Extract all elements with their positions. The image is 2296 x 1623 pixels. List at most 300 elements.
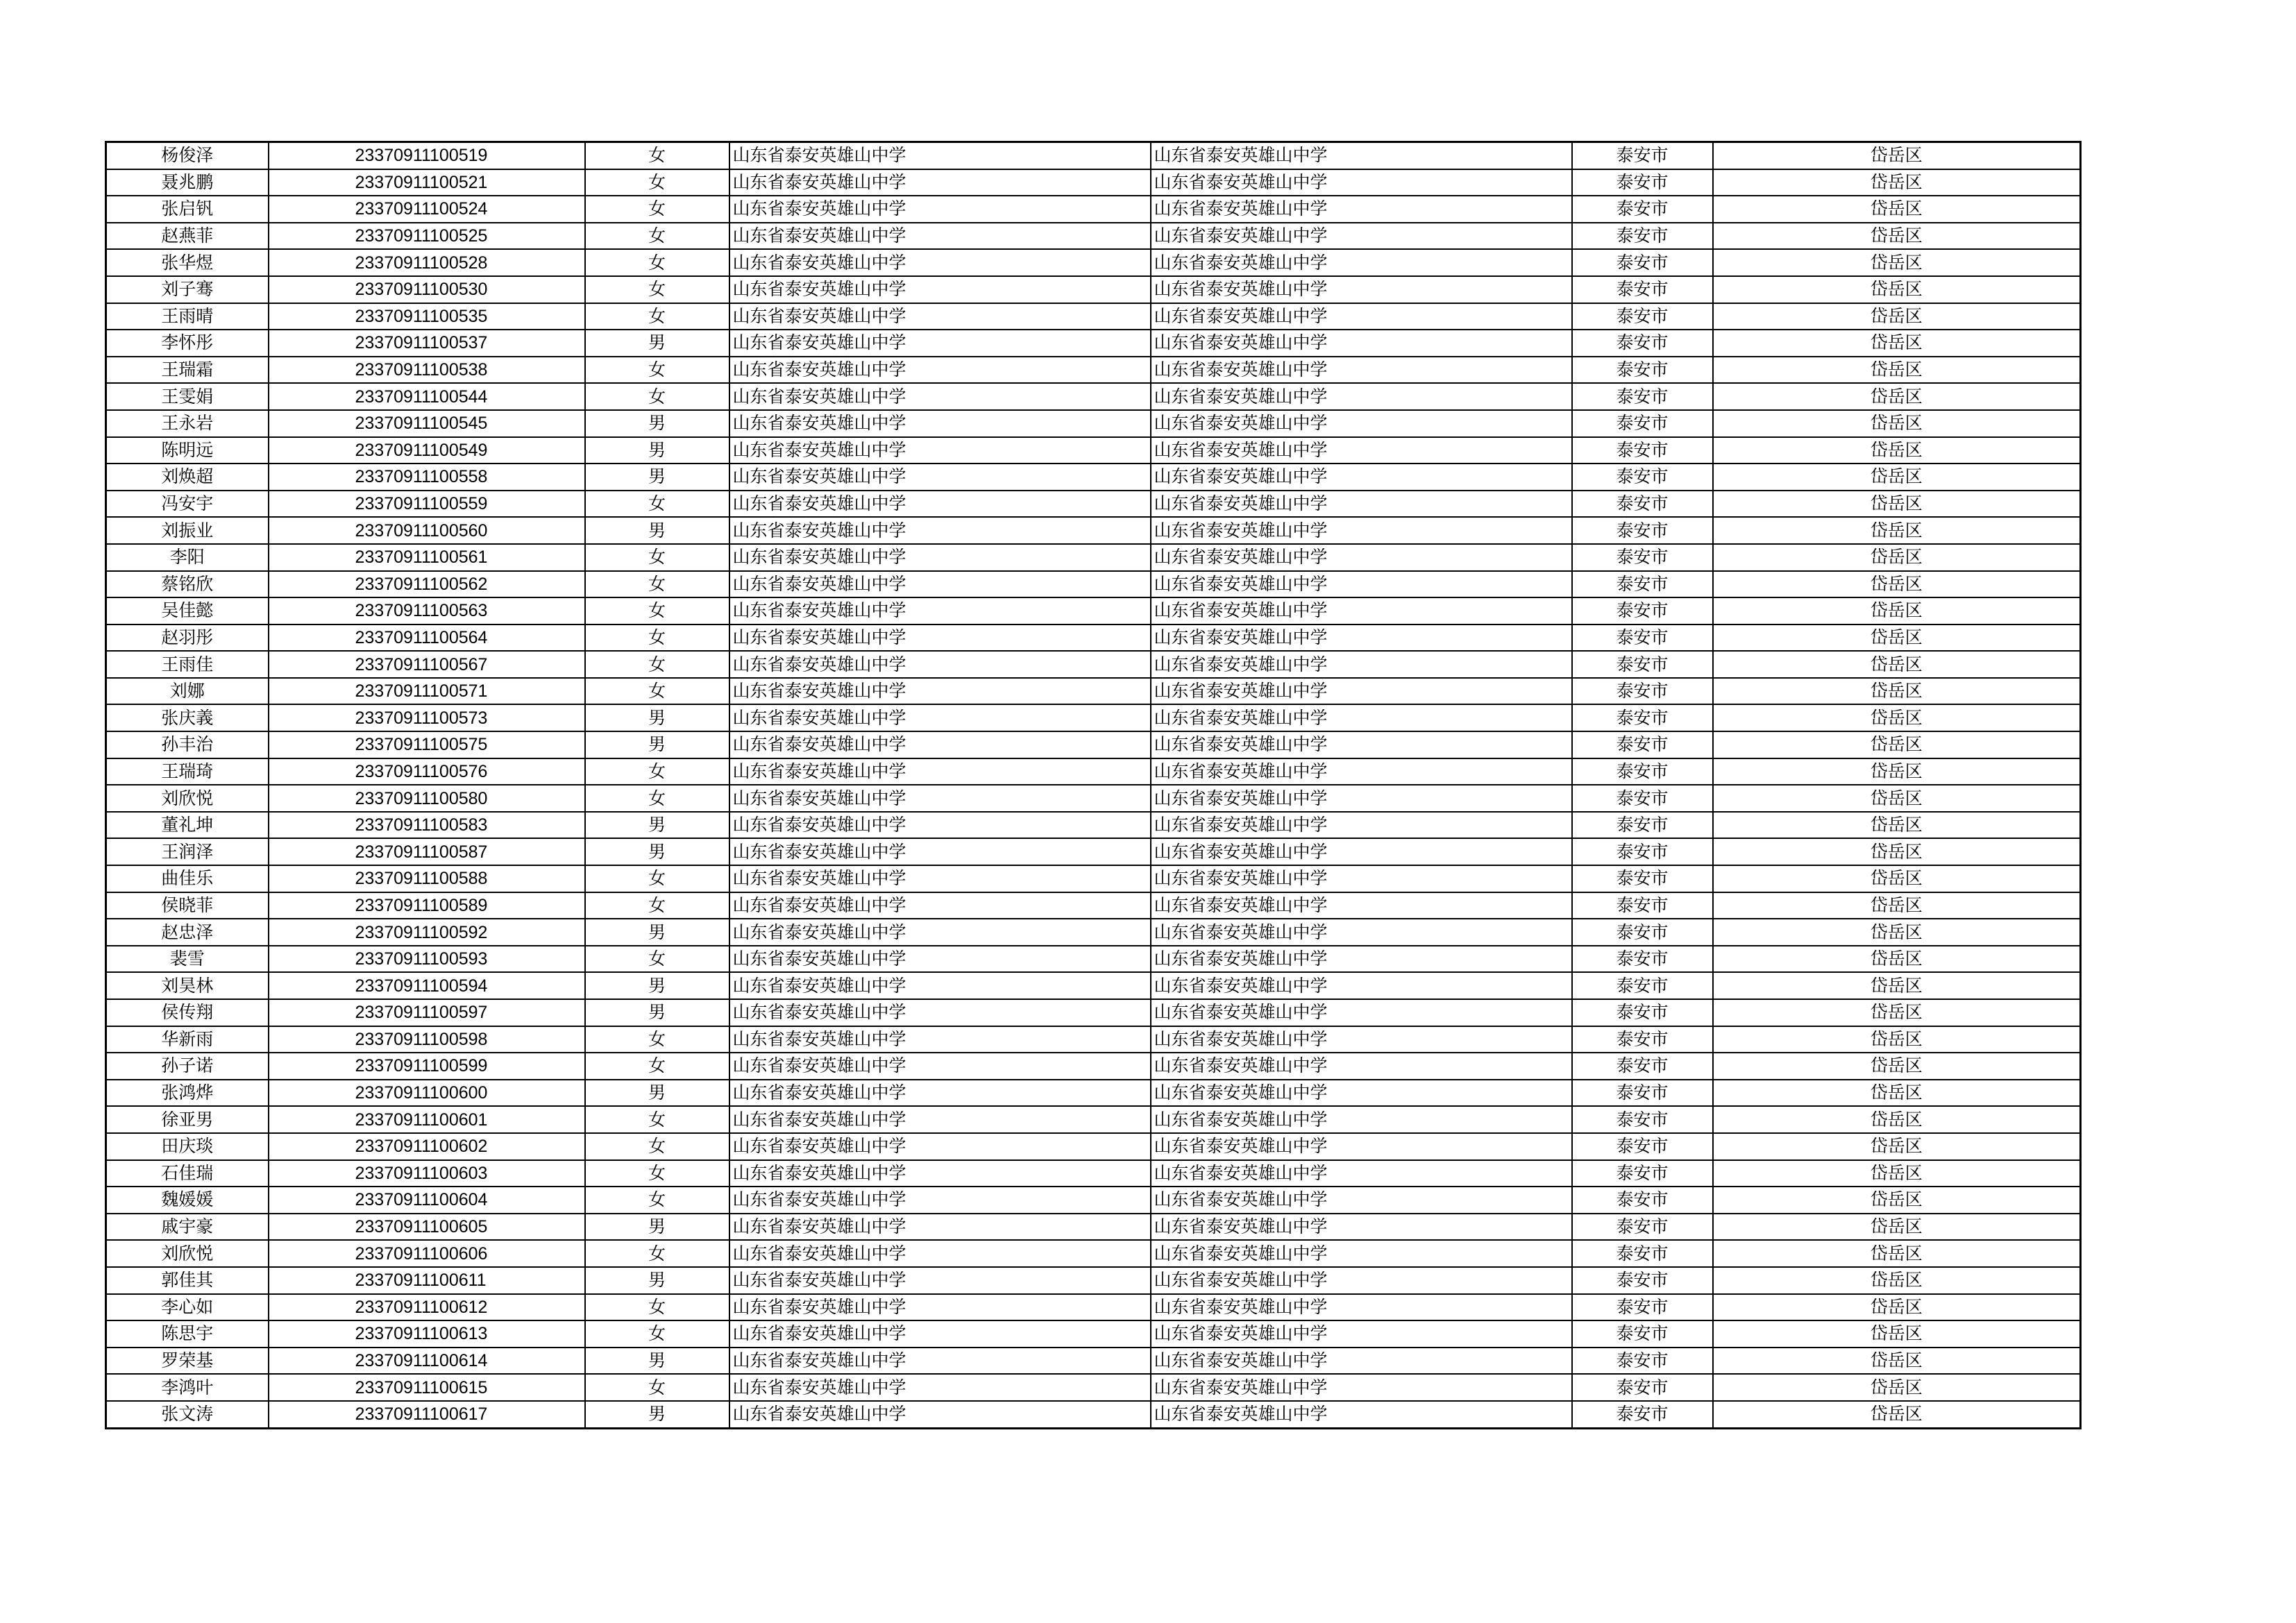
school-cell-2: 山东省泰安英雄山中学 (1151, 999, 1572, 1026)
exam-number-cell: 23370911100599 (269, 1053, 585, 1080)
school-cell-2: 山东省泰安英雄山中学 (1151, 1374, 1572, 1401)
gender-cell: 男 (585, 1267, 729, 1294)
district-cell: 岱岳区 (1713, 1374, 2081, 1401)
gender-cell: 女 (585, 597, 729, 624)
exam-number-cell: 23370911100589 (269, 892, 585, 919)
city-cell: 泰安市 (1572, 838, 1713, 865)
gender-cell: 女 (585, 196, 729, 223)
exam-number-cell: 23370911100597 (269, 999, 585, 1026)
exam-number-cell: 23370911100588 (269, 865, 585, 892)
table-row (106, 865, 2081, 892)
student-name-cell: 戚宇豪 (106, 1214, 269, 1241)
student-name-cell: 李心如 (106, 1294, 269, 1321)
city-cell: 泰安市 (1572, 919, 1713, 946)
exam-number-cell: 23370911100559 (269, 491, 585, 518)
school-cell: 山东省泰安英雄山中学 (729, 1374, 1151, 1401)
district-cell: 岱岳区 (1713, 517, 2081, 544)
district-cell: 岱岳区 (1713, 142, 2081, 169)
school-cell: 山东省泰安英雄山中学 (729, 1133, 1151, 1160)
school-cell: 山东省泰安英雄山中学 (729, 999, 1151, 1026)
school-cell: 山东省泰安英雄山中学 (729, 865, 1151, 892)
school-cell: 山东省泰安英雄山中学 (729, 972, 1151, 999)
exam-number-cell: 23370911100571 (269, 678, 585, 705)
gender-cell: 女 (585, 785, 729, 812)
exam-number-cell: 23370911100604 (269, 1187, 585, 1214)
district-cell: 岱岳区 (1713, 571, 2081, 598)
district-cell: 岱岳区 (1713, 785, 2081, 812)
school-cell-2: 山东省泰安英雄山中学 (1151, 1294, 1572, 1321)
student-name-cell: 杨俊泽 (106, 142, 269, 169)
student-name-cell: 陈思宇 (106, 1320, 269, 1348)
gender-cell: 女 (585, 678, 729, 705)
gender-cell: 男 (585, 1401, 729, 1428)
table-row (106, 491, 2081, 518)
exam-number-cell: 23370911100537 (269, 330, 585, 357)
student-name-cell: 王雨佳 (106, 651, 269, 678)
city-cell: 泰安市 (1572, 276, 1713, 303)
school-cell-2: 山东省泰安英雄山中学 (1151, 1080, 1572, 1107)
district-cell: 岱岳区 (1713, 919, 2081, 946)
city-cell: 泰安市 (1572, 651, 1713, 678)
school-cell: 山东省泰安英雄山中学 (729, 1348, 1151, 1375)
student-name-cell: 张华煜 (106, 249, 269, 276)
gender-cell: 女 (585, 1160, 729, 1187)
school-cell-2: 山东省泰安英雄山中学 (1151, 1133, 1572, 1160)
school-cell: 山东省泰安英雄山中学 (729, 892, 1151, 919)
student-name-cell: 刘振业 (106, 517, 269, 544)
district-cell: 岱岳区 (1713, 437, 2081, 464)
district-cell: 岱岳区 (1713, 1160, 2081, 1187)
district-cell: 岱岳区 (1713, 1240, 2081, 1267)
gender-cell: 女 (585, 544, 729, 571)
school-cell-2: 山东省泰安英雄山中学 (1151, 1267, 1572, 1294)
table-row (106, 1026, 2081, 1053)
gender-cell: 男 (585, 1214, 729, 1241)
district-cell: 岱岳区 (1713, 597, 2081, 624)
school-cell-2: 山东省泰安英雄山中学 (1151, 383, 1572, 410)
student-name-cell: 曲佳乐 (106, 865, 269, 892)
student-name-cell: 刘欣悦 (106, 1240, 269, 1267)
gender-cell: 女 (585, 276, 729, 303)
school-cell-2: 山东省泰安英雄山中学 (1151, 1401, 1572, 1428)
exam-number-cell: 23370911100544 (269, 383, 585, 410)
gender-cell: 男 (585, 437, 729, 464)
gender-cell: 女 (585, 1240, 729, 1267)
city-cell: 泰安市 (1572, 1026, 1713, 1053)
exam-number-cell: 23370911100549 (269, 437, 585, 464)
gender-cell: 女 (585, 571, 729, 598)
student-name-cell: 王润泽 (106, 838, 269, 865)
gender-cell: 男 (585, 972, 729, 999)
city-cell: 泰安市 (1572, 1374, 1713, 1401)
table-row (106, 276, 2081, 303)
district-cell: 岱岳区 (1713, 491, 2081, 518)
district-cell: 岱岳区 (1713, 330, 2081, 357)
student-name-cell: 张庆義 (106, 704, 269, 731)
school-cell: 山东省泰安英雄山中学 (729, 651, 1151, 678)
gender-cell: 女 (585, 383, 729, 410)
city-cell: 泰安市 (1572, 999, 1713, 1026)
gender-cell: 女 (585, 1294, 729, 1321)
school-cell: 山东省泰安英雄山中学 (729, 838, 1151, 865)
school-cell: 山东省泰安英雄山中学 (729, 1160, 1151, 1187)
school-cell-2: 山东省泰安英雄山中学 (1151, 1160, 1572, 1187)
student-name-cell: 刘娜 (106, 678, 269, 705)
exam-number-cell: 23370911100530 (269, 276, 585, 303)
district-cell: 岱岳区 (1713, 731, 2081, 758)
district-cell: 岱岳区 (1713, 1053, 2081, 1080)
table-row (106, 678, 2081, 705)
table-row (106, 1160, 2081, 1187)
school-cell-2: 山东省泰安英雄山中学 (1151, 1026, 1572, 1053)
exam-number-cell: 23370911100605 (269, 1214, 585, 1241)
student-name-cell: 王瑞琦 (106, 758, 269, 785)
district-cell: 岱岳区 (1713, 1106, 2081, 1133)
district-cell: 岱岳区 (1713, 383, 2081, 410)
school-cell-2: 山东省泰安英雄山中学 (1151, 1053, 1572, 1080)
exam-number-cell: 23370911100611 (269, 1267, 585, 1294)
exam-number-cell: 23370911100535 (269, 303, 585, 330)
school-cell: 山东省泰安英雄山中学 (729, 624, 1151, 652)
exam-number-cell: 23370911100594 (269, 972, 585, 999)
table-row (106, 704, 2081, 731)
gender-cell: 男 (585, 517, 729, 544)
school-cell-2: 山东省泰安英雄山中学 (1151, 571, 1572, 598)
exam-number-cell: 23370911100563 (269, 597, 585, 624)
school-cell-2: 山东省泰安英雄山中学 (1151, 464, 1572, 491)
city-cell: 泰安市 (1572, 1294, 1713, 1321)
table-row (106, 357, 2081, 384)
exam-number-cell: 23370911100606 (269, 1240, 585, 1267)
exam-number-cell: 23370911100601 (269, 1106, 585, 1133)
school-cell: 山东省泰安英雄山中学 (729, 731, 1151, 758)
exam-number-cell: 23370911100614 (269, 1348, 585, 1375)
exam-number-cell: 23370911100593 (269, 946, 585, 973)
school-cell: 山东省泰安英雄山中学 (729, 464, 1151, 491)
exam-number-cell: 23370911100558 (269, 464, 585, 491)
school-cell-2: 山东省泰安英雄山中学 (1151, 678, 1572, 705)
city-cell: 泰安市 (1572, 731, 1713, 758)
gender-cell: 女 (585, 758, 729, 785)
exam-number-cell: 23370911100615 (269, 1374, 585, 1401)
roster-body (106, 142, 2081, 1429)
exam-number-cell: 23370911100564 (269, 624, 585, 652)
gender-cell: 女 (585, 142, 729, 169)
school-cell: 山东省泰安英雄山中学 (729, 678, 1151, 705)
city-cell: 泰安市 (1572, 1160, 1713, 1187)
student-name-cell: 赵燕菲 (106, 223, 269, 250)
district-cell: 岱岳区 (1713, 169, 2081, 196)
school-cell-2: 山东省泰安英雄山中学 (1151, 1187, 1572, 1214)
exam-number-cell: 23370911100567 (269, 651, 585, 678)
district-cell: 岱岳区 (1713, 464, 2081, 491)
student-name-cell: 陈明远 (106, 437, 269, 464)
table-row (106, 758, 2081, 785)
city-cell: 泰安市 (1572, 865, 1713, 892)
school-cell-2: 山东省泰安英雄山中学 (1151, 437, 1572, 464)
table-row (106, 1374, 2081, 1401)
school-cell-2: 山东省泰安英雄山中学 (1151, 1348, 1572, 1375)
school-cell: 山东省泰安英雄山中学 (729, 303, 1151, 330)
school-cell-2: 山东省泰安英雄山中学 (1151, 1106, 1572, 1133)
gender-cell: 女 (585, 892, 729, 919)
table-row (106, 169, 2081, 196)
district-cell: 岱岳区 (1713, 999, 2081, 1026)
school-cell: 山东省泰安英雄山中学 (729, 1053, 1151, 1080)
student-name-cell: 罗荣基 (106, 1348, 269, 1375)
table-row (106, 303, 2081, 330)
table-row (106, 330, 2081, 357)
gender-cell: 男 (585, 731, 729, 758)
table-row (106, 249, 2081, 276)
district-cell: 岱岳区 (1713, 704, 2081, 731)
school-cell-2: 山东省泰安英雄山中学 (1151, 249, 1572, 276)
district-cell: 岱岳区 (1713, 357, 2081, 384)
school-cell: 山东省泰安英雄山中学 (729, 1401, 1151, 1428)
school-cell-2: 山东省泰安英雄山中学 (1151, 865, 1572, 892)
student-name-cell: 冯安宇 (106, 491, 269, 518)
school-cell-2: 山东省泰安英雄山中学 (1151, 330, 1572, 357)
district-cell: 岱岳区 (1713, 865, 2081, 892)
student-name-cell: 刘焕超 (106, 464, 269, 491)
school-cell: 山东省泰安英雄山中学 (729, 1294, 1151, 1321)
city-cell: 泰安市 (1572, 571, 1713, 598)
student-name-cell: 李鸿叶 (106, 1374, 269, 1401)
school-cell: 山东省泰安英雄山中学 (729, 1187, 1151, 1214)
district-cell: 岱岳区 (1713, 1267, 2081, 1294)
school-cell-2: 山东省泰安英雄山中学 (1151, 946, 1572, 973)
school-cell-2: 山东省泰安英雄山中学 (1151, 624, 1572, 652)
district-cell: 岱岳区 (1713, 276, 2081, 303)
school-cell: 山东省泰安英雄山中学 (729, 1026, 1151, 1053)
city-cell: 泰安市 (1572, 303, 1713, 330)
gender-cell: 女 (585, 357, 729, 384)
city-cell: 泰安市 (1572, 223, 1713, 250)
school-cell: 山东省泰安英雄山中学 (729, 785, 1151, 812)
student-name-cell: 石佳瑞 (106, 1160, 269, 1187)
school-cell-2: 山东省泰安英雄山中学 (1151, 196, 1572, 223)
city-cell: 泰安市 (1572, 437, 1713, 464)
student-name-cell: 李怀彤 (106, 330, 269, 357)
gender-cell: 男 (585, 330, 729, 357)
table-row (106, 812, 2081, 839)
school-cell-2: 山东省泰安英雄山中学 (1151, 223, 1572, 250)
student-name-cell: 华新雨 (106, 1026, 269, 1053)
city-cell: 泰安市 (1572, 410, 1713, 437)
city-cell: 泰安市 (1572, 517, 1713, 544)
district-cell: 岱岳区 (1713, 972, 2081, 999)
school-cell: 山东省泰安英雄山中学 (729, 704, 1151, 731)
city-cell: 泰安市 (1572, 758, 1713, 785)
table-row (106, 1053, 2081, 1080)
district-cell: 岱岳区 (1713, 249, 2081, 276)
gender-cell: 女 (585, 1026, 729, 1053)
school-cell: 山东省泰安英雄山中学 (729, 330, 1151, 357)
table-row (106, 464, 2081, 491)
school-cell: 山东省泰安英雄山中学 (729, 223, 1151, 250)
district-cell: 岱岳区 (1713, 1320, 2081, 1348)
exam-number-cell: 23370911100592 (269, 919, 585, 946)
student-name-cell: 王瑞霜 (106, 357, 269, 384)
student-name-cell: 田庆琰 (106, 1133, 269, 1160)
school-cell-2: 山东省泰安英雄山中学 (1151, 597, 1572, 624)
school-cell-2: 山东省泰安英雄山中学 (1151, 410, 1572, 437)
city-cell: 泰安市 (1572, 249, 1713, 276)
city-cell: 泰安市 (1572, 785, 1713, 812)
exam-number-cell: 23370911100575 (269, 731, 585, 758)
school-cell-2: 山东省泰安英雄山中学 (1151, 812, 1572, 839)
district-cell: 岱岳区 (1713, 1348, 2081, 1375)
gender-cell: 男 (585, 1080, 729, 1107)
table-row (106, 223, 2081, 250)
exam-number-cell: 23370911100583 (269, 812, 585, 839)
district-cell: 岱岳区 (1713, 892, 2081, 919)
gender-cell: 女 (585, 223, 729, 250)
school-cell: 山东省泰安英雄山中学 (729, 1080, 1151, 1107)
table-row (106, 919, 2081, 946)
city-cell: 泰安市 (1572, 142, 1713, 169)
school-cell: 山东省泰安英雄山中学 (729, 357, 1151, 384)
city-cell: 泰安市 (1572, 1187, 1713, 1214)
school-cell: 山东省泰安英雄山中学 (729, 1106, 1151, 1133)
district-cell: 岱岳区 (1713, 624, 2081, 652)
gender-cell: 女 (585, 651, 729, 678)
student-name-cell: 侯晓菲 (106, 892, 269, 919)
city-cell: 泰安市 (1572, 1080, 1713, 1107)
exam-number-cell: 23370911100528 (269, 249, 585, 276)
school-cell-2: 山东省泰安英雄山中学 (1151, 303, 1572, 330)
gender-cell: 女 (585, 1053, 729, 1080)
exam-number-cell: 23370911100573 (269, 704, 585, 731)
school-cell: 山东省泰安英雄山中学 (729, 1267, 1151, 1294)
school-cell: 山东省泰安英雄山中学 (729, 491, 1151, 518)
city-cell: 泰安市 (1572, 972, 1713, 999)
table-row (106, 1348, 2081, 1375)
student-name-cell: 徐亚男 (106, 1106, 269, 1133)
district-cell: 岱岳区 (1713, 1294, 2081, 1321)
table-row (106, 651, 2081, 678)
school-cell-2: 山东省泰安英雄山中学 (1151, 544, 1572, 571)
gender-cell: 男 (585, 838, 729, 865)
gender-cell: 女 (585, 1374, 729, 1401)
gender-cell: 女 (585, 946, 729, 973)
school-cell-2: 山东省泰安英雄山中学 (1151, 1320, 1572, 1348)
exam-number-cell: 23370911100602 (269, 1133, 585, 1160)
table-row (106, 1320, 2081, 1348)
school-cell: 山东省泰安英雄山中学 (729, 544, 1151, 571)
school-cell-2: 山东省泰安英雄山中学 (1151, 1240, 1572, 1267)
district-cell: 岱岳区 (1713, 758, 2081, 785)
exam-number-cell: 23370911100617 (269, 1401, 585, 1428)
school-cell: 山东省泰安英雄山中学 (729, 196, 1151, 223)
student-name-cell: 魏媛媛 (106, 1187, 269, 1214)
table-row (106, 946, 2081, 973)
exam-number-cell: 23370911100524 (269, 196, 585, 223)
city-cell: 泰安市 (1572, 357, 1713, 384)
school-cell-2: 山东省泰安英雄山中学 (1151, 838, 1572, 865)
district-cell: 岱岳区 (1713, 303, 2081, 330)
city-cell: 泰安市 (1572, 169, 1713, 196)
city-cell: 泰安市 (1572, 196, 1713, 223)
table-row (106, 517, 2081, 544)
school-cell: 山东省泰安英雄山中学 (729, 597, 1151, 624)
school-cell: 山东省泰安英雄山中学 (729, 142, 1151, 169)
school-cell: 山东省泰安英雄山中学 (729, 1240, 1151, 1267)
school-cell-2: 山东省泰安英雄山中学 (1151, 972, 1572, 999)
city-cell: 泰安市 (1572, 464, 1713, 491)
gender-cell: 女 (585, 624, 729, 652)
gender-cell: 女 (585, 865, 729, 892)
city-cell: 泰安市 (1572, 1133, 1713, 1160)
exam-number-cell: 23370911100613 (269, 1320, 585, 1348)
table-row (106, 624, 2081, 652)
school-cell: 山东省泰安英雄山中学 (729, 1214, 1151, 1241)
gender-cell: 女 (585, 491, 729, 518)
school-cell-2: 山东省泰安英雄山中学 (1151, 142, 1572, 169)
student-name-cell: 王雨晴 (106, 303, 269, 330)
exam-number-cell: 23370911100612 (269, 1294, 585, 1321)
exam-number-cell: 23370911100576 (269, 758, 585, 785)
gender-cell: 女 (585, 169, 729, 196)
student-name-cell: 李阳 (106, 544, 269, 571)
city-cell: 泰安市 (1572, 1267, 1713, 1294)
school-cell-2: 山东省泰安英雄山中学 (1151, 919, 1572, 946)
student-name-cell: 张文涛 (106, 1401, 269, 1428)
table-row (106, 571, 2081, 598)
city-cell: 泰安市 (1572, 1320, 1713, 1348)
district-cell: 岱岳区 (1713, 1214, 2081, 1241)
city-cell: 泰安市 (1572, 1240, 1713, 1267)
table-row (106, 1106, 2081, 1133)
exam-number-cell: 23370911100603 (269, 1160, 585, 1187)
exam-number-cell: 23370911100598 (269, 1026, 585, 1053)
student-roster-table (105, 141, 2082, 1429)
table-row (106, 838, 2081, 865)
student-name-cell: 刘子骞 (106, 276, 269, 303)
exam-number-cell: 23370911100561 (269, 544, 585, 571)
city-cell: 泰安市 (1572, 1053, 1713, 1080)
district-cell: 岱岳区 (1713, 946, 2081, 973)
city-cell: 泰安市 (1572, 491, 1713, 518)
city-cell: 泰安市 (1572, 812, 1713, 839)
exam-number-cell: 23370911100525 (269, 223, 585, 250)
school-cell: 山东省泰安英雄山中学 (729, 249, 1151, 276)
table-row (106, 1240, 2081, 1267)
school-cell-2: 山东省泰安英雄山中学 (1151, 1214, 1572, 1241)
exam-number-cell: 23370911100521 (269, 169, 585, 196)
city-cell: 泰安市 (1572, 704, 1713, 731)
student-name-cell: 聂兆鹏 (106, 169, 269, 196)
table-row (106, 972, 2081, 999)
city-cell: 泰安市 (1572, 892, 1713, 919)
table-row (106, 1214, 2081, 1241)
gender-cell: 男 (585, 919, 729, 946)
city-cell: 泰安市 (1572, 678, 1713, 705)
city-cell: 泰安市 (1572, 544, 1713, 571)
table-row (106, 892, 2081, 919)
exam-number-cell: 23370911100538 (269, 357, 585, 384)
school-cell: 山东省泰安英雄山中学 (729, 410, 1151, 437)
school-cell-2: 山东省泰安英雄山中学 (1151, 758, 1572, 785)
gender-cell: 男 (585, 704, 729, 731)
school-cell-2: 山东省泰安英雄山中学 (1151, 785, 1572, 812)
gender-cell: 男 (585, 999, 729, 1026)
table-row (106, 597, 2081, 624)
student-name-cell: 张鸿烨 (106, 1080, 269, 1107)
table-row (106, 1080, 2081, 1107)
gender-cell: 男 (585, 812, 729, 839)
exam-number-cell: 23370911100562 (269, 571, 585, 598)
